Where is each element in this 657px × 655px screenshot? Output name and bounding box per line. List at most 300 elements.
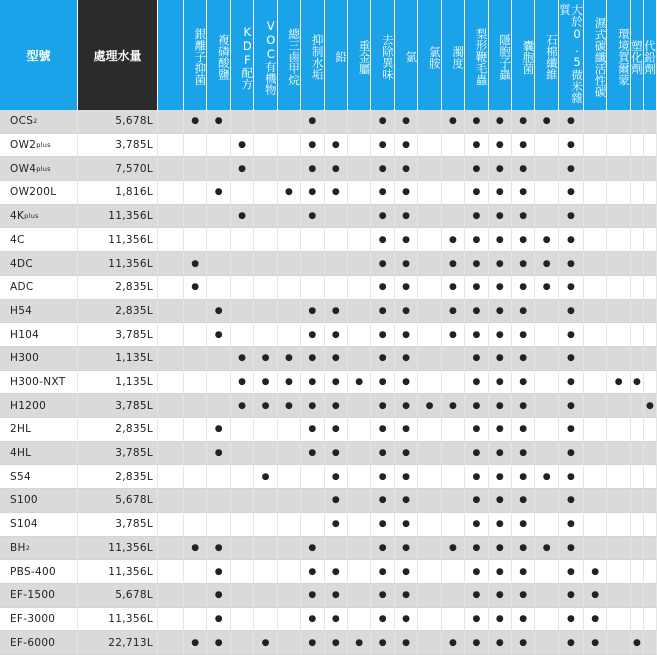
feature-dot: ● [231,205,254,229]
feature-dot: ● [489,134,512,158]
header-feature-1 [184,0,207,110]
row-spacer [158,489,184,513]
feature-empty [325,110,348,134]
header-feature-label: 鉛 [334,51,348,63]
feature-dot: ● [254,465,277,489]
feature-dot: ● [442,394,465,418]
feature-dot: ● [254,371,277,395]
feature-empty [535,584,558,608]
feature-dot: ● [371,631,394,655]
feature-empty [644,489,657,513]
feature-empty [348,134,371,158]
row-spacer [158,228,184,252]
header-feature-label: 代鉛劑 [643,39,657,75]
feature-empty [535,560,558,584]
feature-empty [207,134,230,158]
feature-empty [535,394,558,418]
feature-empty [584,276,607,300]
feature-dot: ● [465,110,488,134]
feature-empty [207,394,230,418]
feature-empty [325,205,348,229]
feature-dot: ● [231,134,254,158]
feature-dot: ● [465,465,488,489]
feature-dot: ● [325,347,348,371]
feature-empty [184,300,207,324]
feature-dot: ● [325,300,348,324]
feature-empty [644,300,657,324]
feature-empty [348,252,371,276]
row-spacer [158,560,184,584]
feature-empty [418,442,441,466]
feature-dot: ● [559,489,584,513]
feature-dot: ● [301,157,324,181]
header-feature-label: KDF配方 [240,24,255,90]
row-capacity: 2,835L [78,276,158,300]
feature-dot: ● [559,513,584,537]
header-feature-label: 氯胺 [427,45,442,69]
feature-dot: ● [512,394,535,418]
feature-dot: ● [559,300,584,324]
feature-dot: ● [489,513,512,537]
row-capacity: 11,356L [78,537,158,561]
feature-dot: ● [301,347,324,371]
feature-dot: ● [395,134,418,158]
feature-dot: ● [535,228,558,252]
feature-dot: ● [631,631,644,655]
feature-empty [584,347,607,371]
feature-empty [184,418,207,442]
feature-dot: ● [489,418,512,442]
row-model-text: H54 [10,304,33,317]
row-spacer [158,157,184,181]
row-capacity: 11,356L [78,252,158,276]
feature-dot: ● [465,537,488,561]
feature-empty [535,418,558,442]
row-model-text: EF-3000 [10,612,56,625]
feature-empty [254,513,277,537]
feature-dot: ● [535,276,558,300]
feature-dot: ● [301,442,324,466]
header-feature-2 [207,0,230,110]
feature-empty [631,110,644,134]
feature-dot: ● [631,371,644,395]
row-model-text: OCS [10,115,34,128]
feature-dot: ● [371,608,394,632]
row-model-text: EF-1500 [10,589,56,602]
feature-empty [631,608,644,632]
feature-dot: ● [535,537,558,561]
feature-empty [644,631,657,655]
feature-dot: ● [512,323,535,347]
feature-empty [644,608,657,632]
feature-dot: ● [395,323,418,347]
feature-dot: ● [559,608,584,632]
feature-empty [442,560,465,584]
header-model: 型號 [0,0,78,110]
feature-empty [607,157,630,181]
feature-dot: ● [465,394,488,418]
row-capacity: 11,356L [78,608,158,632]
feature-empty [418,157,441,181]
feature-dot: ● [301,584,324,608]
feature-empty [348,608,371,632]
header-feature-5 [278,0,301,110]
row-spacer [158,631,184,655]
header-feature-label: 梨形鞭毛蟲 [474,28,489,86]
feature-empty [584,205,607,229]
header-spacer [158,0,184,110]
feature-empty [348,276,371,300]
feature-dot: ● [559,252,584,276]
feature-empty [535,205,558,229]
feature-empty [231,465,254,489]
feature-empty [301,252,324,276]
feature-dot: ● [442,110,465,134]
feature-empty [254,110,277,134]
header-feature-label: 氯 [404,51,419,63]
feature-dot: ● [559,442,584,466]
feature-empty [207,513,230,537]
header-feature-label: VOC有機物 [263,18,278,96]
feature-dot: ● [559,228,584,252]
feature-empty [607,300,630,324]
row-capacity: 11,356L [78,205,158,229]
feature-dot: ● [465,347,488,371]
feature-dot: ● [465,489,488,513]
feature-empty [607,110,630,134]
feature-dot: ● [348,371,371,395]
feature-empty [644,205,657,229]
feature-dot: ● [512,560,535,584]
feature-empty [184,394,207,418]
row-model: OW2 plus [0,134,78,158]
feature-dot: ● [489,537,512,561]
feature-empty [231,631,254,655]
row-model-text: H1200 [10,399,47,412]
feature-empty [535,300,558,324]
feature-empty [254,608,277,632]
feature-dot: ● [371,181,394,205]
feature-dot: ● [301,205,324,229]
feature-dot: ● [512,442,535,466]
feature-empty [535,157,558,181]
feature-empty [184,371,207,395]
row-spacer [158,442,184,466]
feature-empty [184,465,207,489]
feature-dot: ● [442,300,465,324]
feature-empty [442,608,465,632]
feature-dot: ● [489,489,512,513]
row-model-text: H300 [10,352,40,365]
feature-empty [348,228,371,252]
feature-empty [584,371,607,395]
feature-empty [348,442,371,466]
feature-empty [644,560,657,584]
feature-empty [254,181,277,205]
header-feature-label: 囊胞菌 [521,39,536,75]
row-model-text: S104 [10,518,38,531]
feature-empty [207,489,230,513]
feature-empty [442,134,465,158]
feature-dot: ● [512,252,535,276]
feature-empty [442,347,465,371]
row-spacer [158,252,184,276]
feature-empty [207,347,230,371]
feature-empty [631,228,644,252]
feature-empty [278,418,301,442]
feature-empty [278,110,301,134]
feature-empty [631,205,644,229]
feature-dot: ● [465,228,488,252]
feature-dot: ● [325,560,348,584]
feature-empty [607,513,630,537]
feature-dot: ● [584,560,607,584]
feature-empty [278,608,301,632]
row-spacer [158,537,184,561]
feature-dot: ● [301,134,324,158]
feature-empty [644,252,657,276]
feature-empty [644,347,657,371]
feature-empty [278,584,301,608]
feature-dot: ● [325,323,348,347]
feature-dot: ● [535,465,558,489]
feature-empty [584,110,607,134]
feature-empty [584,513,607,537]
feature-dot: ● [371,134,394,158]
feature-empty [184,205,207,229]
header-feature-20 [631,0,644,110]
header-feature-3 [231,0,254,110]
feature-dot: ● [348,631,371,655]
feature-empty [644,537,657,561]
header-feature-label: 環境賀爾蒙 [616,28,631,86]
feature-empty [231,584,254,608]
feature-empty [442,371,465,395]
row-spacer [158,465,184,489]
feature-empty [325,252,348,276]
header-feature-4 [254,0,277,110]
feature-empty [607,442,630,466]
row-model [0,394,78,418]
feature-dot: ● [301,371,324,395]
feature-dot: ● [512,181,535,205]
feature-dot: ● [301,608,324,632]
feature-dot: ● [184,110,207,134]
feature-empty [278,157,301,181]
feature-empty [278,442,301,466]
feature-empty [207,205,230,229]
feature-dot: ● [395,181,418,205]
feature-empty [418,418,441,442]
feature-empty [254,560,277,584]
feature-empty [535,323,558,347]
feature-empty [254,323,277,347]
feature-dot: ● [584,631,607,655]
feature-empty [348,418,371,442]
feature-empty [535,608,558,632]
row-model: OW4 plus [0,157,78,181]
row-capacity: 2,835L [78,465,158,489]
feature-dot: ● [325,513,348,537]
header-feature-6 [301,0,324,110]
feature-empty [184,608,207,632]
feature-dot: ● [465,418,488,442]
feature-dot: ● [559,134,584,158]
feature-dot: ● [489,181,512,205]
feature-empty [631,465,644,489]
feature-dot: ● [301,181,324,205]
feature-dot: ● [512,276,535,300]
feature-empty [348,537,371,561]
feature-dot: ● [325,465,348,489]
feature-empty [418,134,441,158]
feature-empty [348,323,371,347]
row-capacity: 3,785L [78,442,158,466]
feature-empty [348,584,371,608]
row-model-text: EF-6000 [10,636,56,649]
feature-empty [231,323,254,347]
feature-empty [584,252,607,276]
row-capacity: 2,835L [78,300,158,324]
feature-empty [442,465,465,489]
feature-dot: ● [184,252,207,276]
feature-empty [584,157,607,181]
feature-dot: ● [395,347,418,371]
feature-empty [584,181,607,205]
header-feature-17 [559,0,584,110]
row-model-text: 4HL [10,447,32,460]
feature-dot: ● [395,465,418,489]
feature-empty [184,181,207,205]
feature-dot: ● [395,228,418,252]
feature-dot: ● [559,584,584,608]
row-model: BH 2 [0,537,78,561]
feature-dot: ● [559,157,584,181]
feature-dot: ● [301,631,324,655]
feature-dot: ● [371,276,394,300]
feature-dot: ● [465,584,488,608]
feature-dot: ● [559,347,584,371]
feature-empty [584,537,607,561]
header-feature-19 [607,0,630,110]
header-feature-label: 石棉纖維 [544,34,559,80]
feature-empty [278,631,301,655]
feature-dot: ● [371,157,394,181]
feature-empty [184,584,207,608]
feature-empty [607,276,630,300]
feature-dot: ● [489,252,512,276]
feature-empty [442,513,465,537]
feature-dot: ● [278,181,301,205]
feature-empty [207,276,230,300]
header-feature-label: 複磷酸鹽 [216,34,231,80]
feature-dot: ● [559,394,584,418]
feature-dot: ● [559,371,584,395]
row-capacity: 7,570L [78,157,158,181]
feature-empty [607,347,630,371]
feature-empty [442,181,465,205]
feature-dot: ● [278,347,301,371]
feature-dot: ● [207,442,230,466]
feature-dot: ● [535,252,558,276]
row-capacity: 11,356L [78,560,158,584]
feature-empty [207,252,230,276]
row-model [0,323,78,347]
feature-empty [278,300,301,324]
feature-dot: ● [489,205,512,229]
feature-empty [607,465,630,489]
feature-empty [631,157,644,181]
feature-dot: ● [465,252,488,276]
feature-dot: ● [371,300,394,324]
feature-empty [584,300,607,324]
feature-dot: ● [395,252,418,276]
feature-empty [207,228,230,252]
row-model: 4K plus [0,205,78,229]
feature-empty [631,323,644,347]
feature-dot: ● [207,300,230,324]
feature-dot: ● [207,110,230,134]
feature-dot: ● [489,347,512,371]
feature-empty [254,134,277,158]
feature-dot: ● [512,157,535,181]
feature-dot: ● [465,276,488,300]
feature-dot: ● [489,465,512,489]
feature-dot: ● [254,347,277,371]
feature-dot: ● [559,276,584,300]
feature-dot: ● [325,134,348,158]
header-feature-label: 抑制水垢 [310,34,325,80]
feature-empty [278,134,301,158]
feature-empty [631,418,644,442]
row-model-text: PBS-400 [10,565,56,578]
feature-empty [231,110,254,134]
feature-empty [254,276,277,300]
feature-empty [301,513,324,537]
row-model-text: 4C [10,233,25,246]
header-feature-15 [512,0,535,110]
feature-dot: ● [442,228,465,252]
feature-dot: ● [395,394,418,418]
feature-empty [535,513,558,537]
feature-dot: ● [395,442,418,466]
feature-dot: ● [325,442,348,466]
feature-empty [644,465,657,489]
feature-empty [644,110,657,134]
feature-empty [278,276,301,300]
feature-empty [278,323,301,347]
feature-dot: ● [325,418,348,442]
feature-dot: ● [325,371,348,395]
feature-dot: ● [254,394,277,418]
feature-empty [631,513,644,537]
feature-empty [644,276,657,300]
feature-empty [231,537,254,561]
feature-dot: ● [207,584,230,608]
feature-empty [348,394,371,418]
feature-empty [254,442,277,466]
feature-empty [631,489,644,513]
feature-dot: ● [371,537,394,561]
feature-empty [184,157,207,181]
row-spacer [158,371,184,395]
feature-dot: ● [301,323,324,347]
feature-empty [231,228,254,252]
feature-empty [231,252,254,276]
header-feature-label: 銀離子抑菌 [193,28,208,86]
feature-dot: ● [418,394,441,418]
feature-dot: ● [489,560,512,584]
